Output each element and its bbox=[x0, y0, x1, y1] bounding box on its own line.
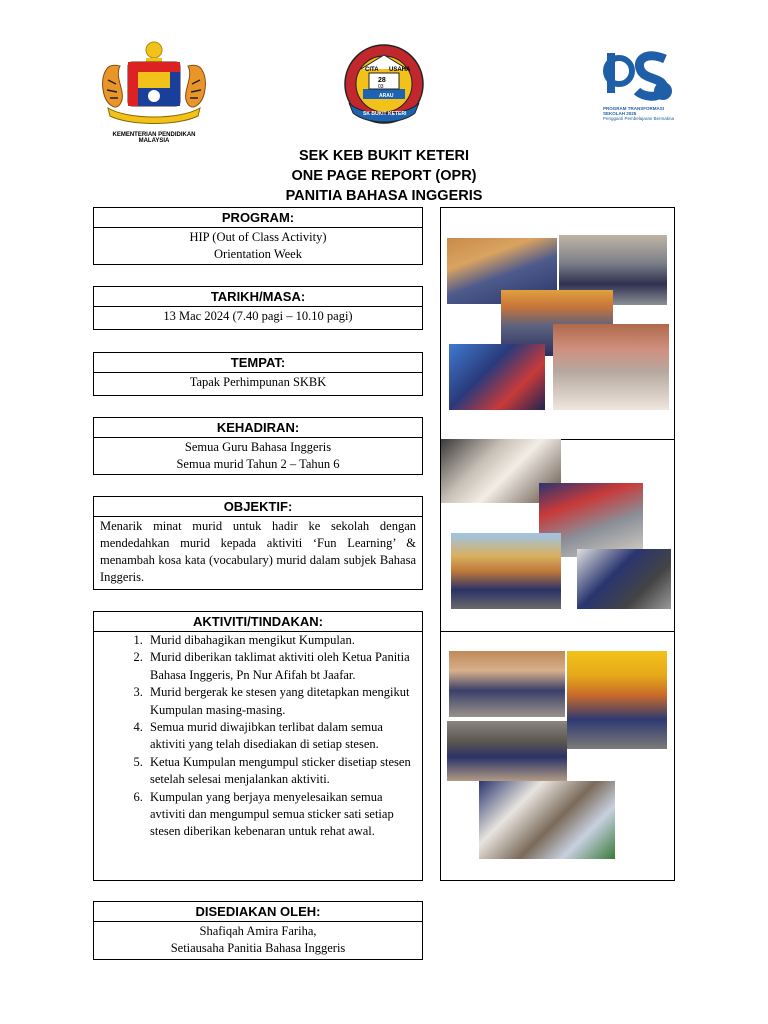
aktiviti-item-2: 2. Murid diberikan taklimat aktiviti oleh Ketua Panitia Bahasa Inggeris, Pn Nur Afifah bt Jaafar. bbox=[146, 649, 412, 684]
photo-3c bbox=[447, 721, 567, 781]
kehadiran-line-1: Semua Guru Bahasa Inggeris bbox=[184, 440, 332, 454]
report-title-2: ONE PAGE REPORT (OPR) bbox=[291, 168, 477, 184]
aktiviti-item-6: 6. Kumpulan yang berjaya menyelesaikan semua avtiviti dan mengumpul semua sticker sati setiap stesen diberikan kebenaran untuk rehat awal. bbox=[146, 789, 412, 841]
school-logo-text-right: USAHA bbox=[389, 67, 411, 73]
photo-1d bbox=[449, 344, 545, 410]
aktiviti-list bbox=[94, 632, 422, 841]
school-logo-year-top: 28 bbox=[378, 77, 386, 84]
kehadiran-label: KEHADIRAN: bbox=[94, 418, 422, 438]
tempat-box bbox=[93, 352, 423, 396]
tarikh-label: TARIKH/MASA: bbox=[94, 287, 422, 307]
school-logo-text-left: CITA bbox=[365, 67, 379, 73]
program-label: PROGRAM: bbox=[94, 208, 422, 228]
program-box bbox=[93, 207, 423, 265]
school-logo-year-bottom: 03 bbox=[378, 84, 384, 90]
objektif-box bbox=[93, 496, 423, 590]
report-title-1: SEK KEB BUKIT KETERI bbox=[299, 148, 469, 164]
program-line-2: Orientation Week bbox=[214, 247, 302, 261]
school-logo bbox=[343, 43, 425, 125]
disediakan-label: DISEDIAKAN OLEH: bbox=[94, 902, 422, 922]
photo-panel-1 bbox=[440, 207, 675, 440]
tempat-line-1: Tapak Perhimpunan SKBK bbox=[189, 375, 327, 389]
objektif-text: Menarik minat murid untuk hadir ke sekolah dengan mendedahkan murid kepada aktiviti ‘Fun Learning’ & menambah kosa kata (vocabulary) murid dalam subjek Bahasa Inggeris. bbox=[100, 519, 416, 584]
school-logo-name: SK BUKIT KETERI bbox=[363, 111, 407, 117]
tarikh-body bbox=[94, 307, 422, 326]
photo-2d bbox=[577, 549, 671, 609]
program-line-1: HIP (Out of Class Activity) bbox=[189, 230, 327, 244]
kehadiran-box bbox=[93, 417, 423, 475]
aktiviti-item-5: 5. Ketua Kumpulan mengumpul sticker disetiap stesen setelah selesai menjalankan aktiviti. bbox=[146, 754, 412, 789]
tarikh-line-1: 13 Mac 2024 (7.40 pagi – 10.10 pagi) bbox=[163, 309, 353, 323]
photo-2c bbox=[451, 533, 561, 609]
photo-3d bbox=[479, 781, 615, 859]
photo-panel-2 bbox=[440, 439, 675, 632]
tempat-body bbox=[94, 373, 422, 392]
photo-panel-3 bbox=[440, 631, 675, 881]
ministry-logo bbox=[98, 40, 210, 144]
aktiviti-box bbox=[93, 611, 423, 881]
photo-1e bbox=[553, 324, 669, 410]
aktiviti-label: AKTIVITI/TINDAKAN: bbox=[94, 612, 422, 632]
kehadiran-body bbox=[94, 438, 422, 474]
disediakan-box bbox=[93, 901, 423, 960]
disediakan-line-2: Setiausaha Panitia Bahasa Inggeris bbox=[170, 941, 346, 955]
pts-caption-2: Pengganti Pembelajaran Bermakna bbox=[603, 116, 675, 121]
kehadiran-line-2: Semua murid Tahun 2 – Tahun 6 bbox=[176, 457, 340, 471]
disediakan-body bbox=[94, 922, 422, 958]
pts-logo bbox=[603, 49, 675, 121]
disediakan-line-1: Shafiqah Amira Fariha, bbox=[199, 924, 317, 938]
ministry-caption: KEMENTERIAN PENDIDIKAN MALAYSIA bbox=[112, 132, 196, 144]
aktiviti-item-1: 1. Murid dibahagikan mengikut Kumpulan. bbox=[146, 632, 412, 649]
school-logo-ribbon: ARAU bbox=[379, 93, 394, 99]
pts-caption-1: PROGRAM TRANSFORMASI SEKOLAH 2025 bbox=[603, 106, 664, 116]
aktiviti-item-3: 3. Murid bergerak ke stesen yang ditetapkan mengikut Kumpulan masing-masing. bbox=[146, 684, 412, 719]
aktiviti-item-4: 4. Semua murid diwajibkan terlibat dalam semua aktiviti yang telah disediakan di setiap stesen. bbox=[146, 719, 412, 754]
tempat-label: TEMPAT: bbox=[94, 353, 422, 373]
report-title-3: PANITIA BAHASA INGGERIS bbox=[285, 188, 483, 204]
tarikh-box bbox=[93, 286, 423, 330]
objektif-label: OBJEKTIF: bbox=[94, 497, 422, 517]
program-body bbox=[94, 228, 422, 264]
photo-3b bbox=[567, 651, 667, 749]
photo-3a bbox=[449, 651, 565, 717]
